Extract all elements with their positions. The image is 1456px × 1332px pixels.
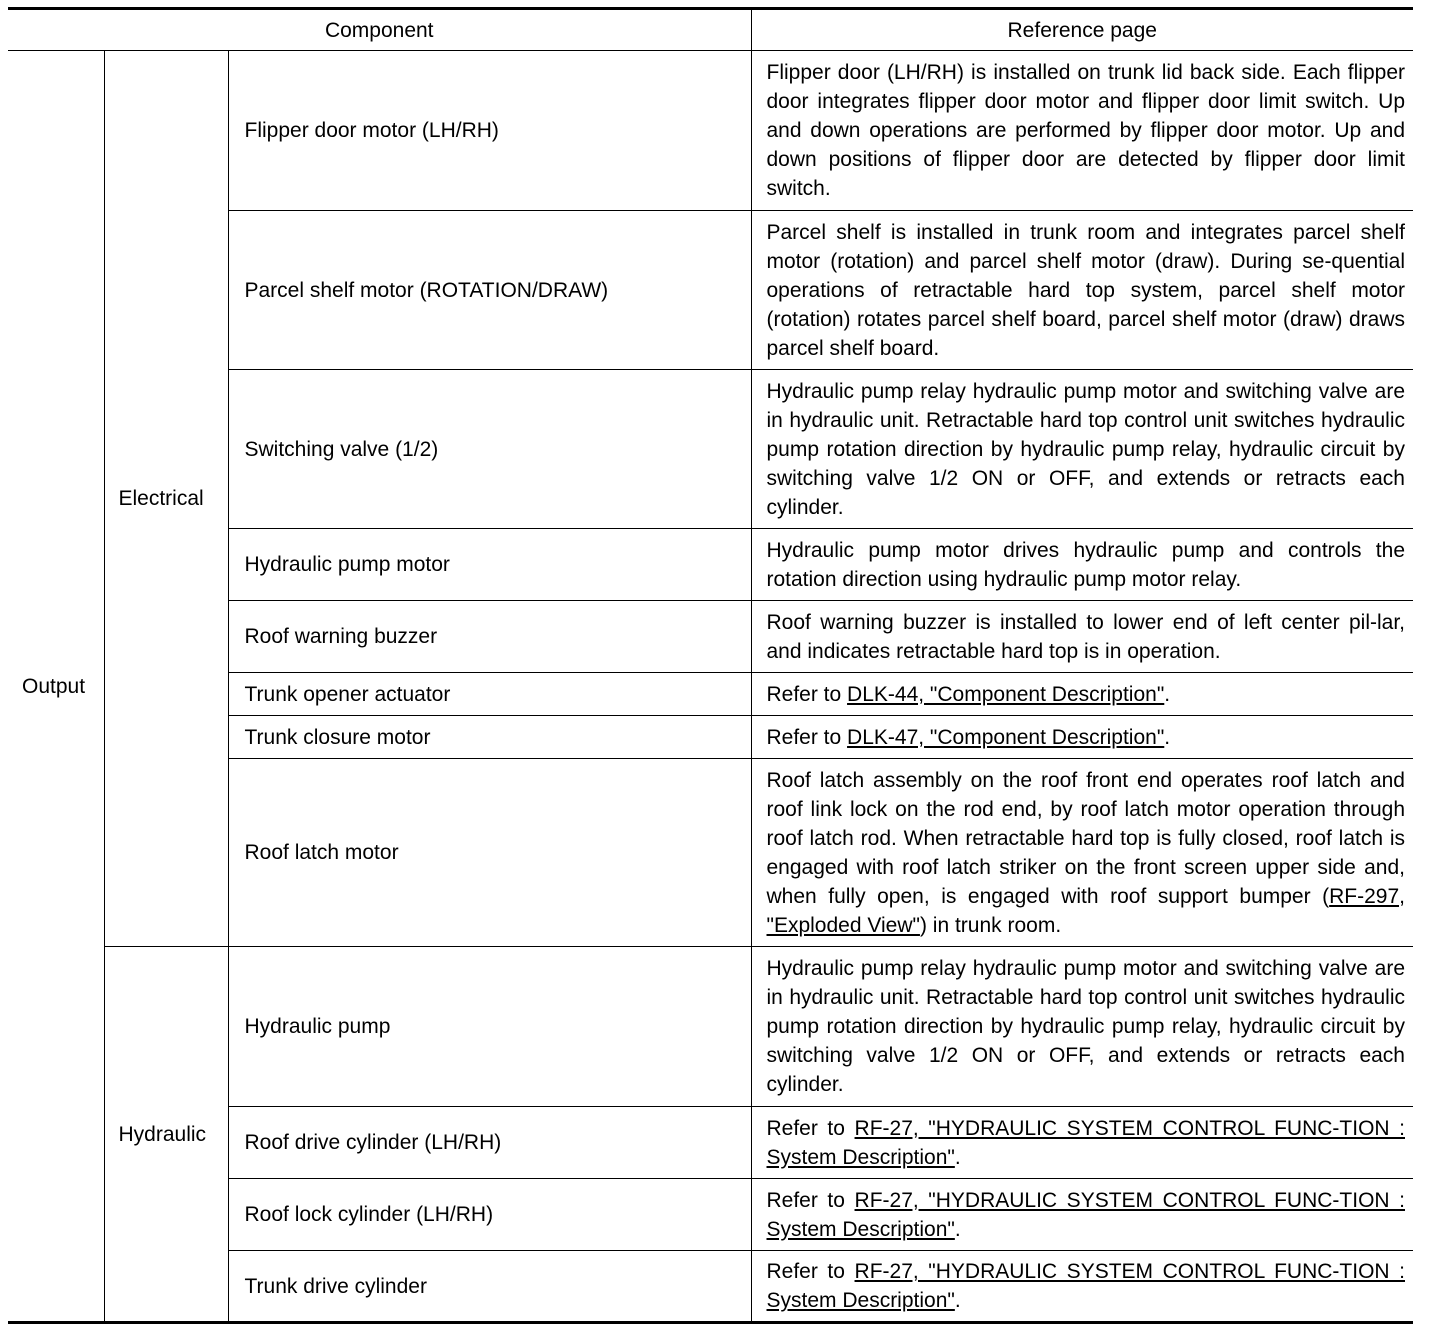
component-cell: Hydraulic pump motor [228,529,751,601]
component-cell: Roof drive cylinder (LH/RH) [228,1107,751,1179]
desc-suffix: . [954,1217,961,1241]
desc-suffix: . [1164,682,1171,706]
component-cell: Parcel shelf motor (ROTATION/DRAW) [228,211,751,370]
component-cell: Trunk opener actuator [228,673,751,716]
component-cell: Trunk closure motor [228,716,751,759]
component-table [8,7,1413,1324]
component-cell: Flipper door motor (LH/RH) [228,51,751,211]
description-cell [751,716,1413,759]
description-cell [751,1251,1413,1323]
desc-suffix: ) in trunk room. [919,913,1062,937]
reference-link[interactable]: DLK-47, "Component Description" [847,725,1165,749]
description-cell [751,1179,1413,1251]
table-row [8,947,1413,1107]
group-output: Output [8,51,104,1323]
group-hydraulic: Hydraulic [104,947,228,1323]
description-cell: Roof warning buzzer is installed to lower end of left center pil-lar, and indicates retractable hard top is in operation. [751,601,1413,673]
desc-suffix: . [954,1289,961,1312]
reference-link[interactable]: RF-297, "Exploded View" [766,884,1405,937]
group-electrical: Electrical [104,51,228,947]
description-cell: Hydraulic pump relay hydraulic pump motor and switching valve are in hydraulic unit. Retractable hard top control unit switches hydraulic pump rotation direction by hydraulic pump relay, hydraulic circuit by switching valve 1/2 ON or OFF, and extends or retracts each cylinder. [751,947,1413,1107]
component-cell: Roof latch motor [228,759,751,947]
component-cell: Hydraulic pump [228,947,751,1107]
desc-prefix: Refer to [766,1188,855,1212]
description-cell: Parcel shelf is installed in trunk room and integrates parcel shelf motor (rotation) and parcel shelf motor (draw). During se-quential operations of retractable hard top system, parcel shelf motor (rotation) rotates parcel shelf board, parcel shelf motor (draw) draws parcel shelf board. [751,211,1413,370]
component-cell: Roof lock cylinder (LH/RH) [228,1179,751,1251]
desc-prefix: Refer to [766,1260,855,1283]
component-cell: Switching valve (1/2) [228,370,751,529]
desc-prefix: Refer to [766,682,848,706]
description-cell: Hydraulic pump relay hydraulic pump motor and switching valve are in hydraulic unit. Retractable hard top control unit switches hydraulic pump rotation direction by hydraulic pump relay, hydraulic circuit by switching valve 1/2 ON or OFF, and extends or retracts each cylinder. [751,370,1413,529]
component-cell: Roof warning buzzer [228,601,751,673]
desc-suffix: . [1164,725,1171,749]
reference-link[interactable]: RF-27, "HYDRAULIC SYSTEM CONTROL FUNC-TION : System Description" [766,1116,1405,1169]
reference-link[interactable]: DLK-44, "Component Description" [847,682,1165,706]
component-cell: Trunk drive cylinder [228,1251,751,1323]
description-cell [751,1107,1413,1179]
description-cell: Flipper door (LH/RH) is installed on trunk lid back side. Each flipper door integrates flipper door motor and flipper door limit switch. Up and down operations are performed by flipper door motor. Up and down positions of flipper door are detected by flipper door limit switch. [751,51,1413,211]
desc-prefix: Refer to [766,1116,855,1140]
desc-suffix: . [954,1145,961,1169]
desc-prefix: Roof latch assembly on the roof front end operates roof latch and roof link lock on the rod end, by roof latch motor operation through roof latch rod. When retractable hard top is fully closed, roof latch is engaged with roof latch striker on the front screen upper side and, when fully open, is engaged with roof support bumper ( [766,768,1405,908]
description-cell [751,759,1413,947]
header-reference: Reference page [751,9,1413,51]
description-cell: Hydraulic pump motor drives hydraulic pump and controls the rotation direction using hydraulic pump motor relay. [751,529,1413,601]
description-cell [751,673,1413,716]
reference-link[interactable]: RF-27, "HYDRAULIC SYSTEM CONTROL FUNC-TION : System Description" [766,1188,1405,1241]
desc-prefix: Refer to [766,725,848,749]
header-component: Component [8,9,751,51]
table-row [8,51,1413,211]
header-row [8,9,1413,51]
reference-link[interactable]: RF-27, "HYDRAULIC SYSTEM CONTROL FUNC-TION : System Description" [766,1260,1405,1312]
